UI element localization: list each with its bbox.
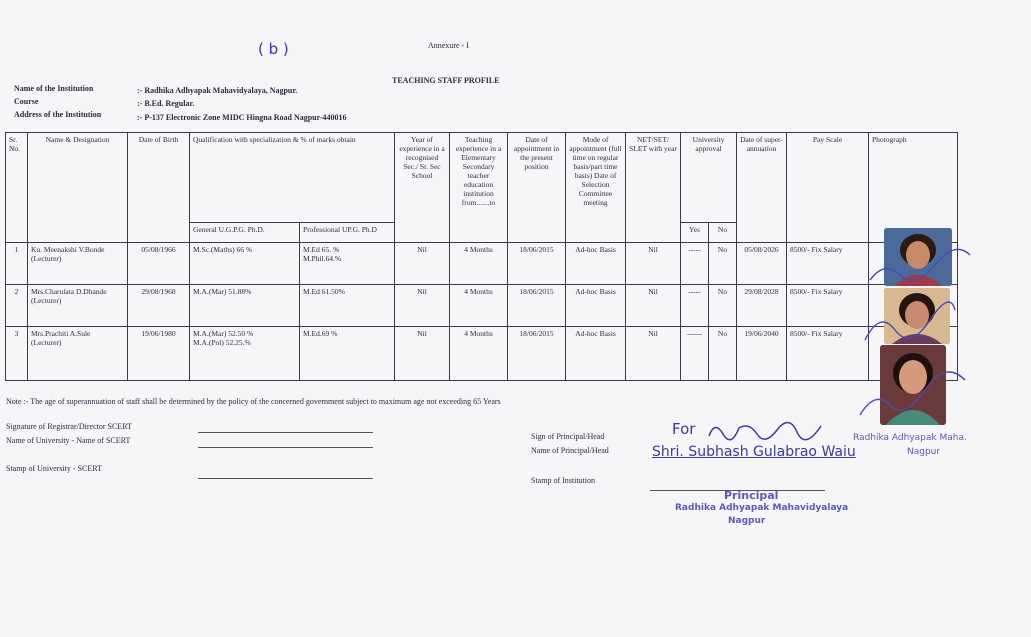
- cell-sr: 3: [6, 327, 28, 381]
- staff-designation: (Lecturer): [31, 254, 62, 263]
- signature-line: [198, 432, 373, 433]
- cell-yes: -----: [681, 285, 709, 327]
- header-label: Course: [14, 97, 39, 106]
- header-superannuation: Date of super-annuation: [737, 133, 787, 243]
- cell-professional: [300, 285, 395, 327]
- cell-yes: ------: [681, 327, 709, 381]
- cell-dob: 29/08/1968: [128, 285, 190, 327]
- professional-qualification: M.Ed.69 %: [303, 329, 338, 338]
- cell-appointment-date: 18/06/2015: [508, 327, 566, 381]
- cell-pay: 8500/- Fix Salary: [787, 243, 869, 285]
- header-sr: Sr. No.: [6, 133, 28, 243]
- cell-appointment-date: 18/06/2015: [508, 243, 566, 285]
- staff-profile-table: [5, 132, 958, 381]
- cell-name: [28, 285, 128, 327]
- header-professional: Professional UP.G. Ph.D: [300, 223, 395, 243]
- superannuation-note: Note :- The age of superannuation of staff shall be determined by the policy of the concerned government subject to maximum age not exceeding 65 Years: [6, 397, 501, 406]
- handwritten-mark: ( b ): [258, 40, 289, 58]
- table-row: [6, 327, 958, 381]
- staff-name: Mrs.Charulata D.Dhande: [31, 287, 107, 296]
- cell-mode: Ad-hoc Basis: [566, 285, 626, 327]
- cell-experience: Nil: [395, 327, 450, 381]
- signature-line: [198, 478, 373, 479]
- header-no: No: [709, 223, 737, 243]
- general-qualification-2: M.A.(Pol) 52.25.%: [193, 338, 251, 347]
- cell-dob: 05/08/1966: [128, 243, 190, 285]
- header-net: NET/SET/ SLET with year: [626, 133, 681, 243]
- signature-scribbles: [855, 240, 975, 430]
- table-header-row: [6, 133, 958, 223]
- cell-net: Nil: [626, 285, 681, 327]
- principal-name-handwritten: Shri. Subhash Gulabrao Waiu: [652, 444, 856, 460]
- header-dob: Date of Birth: [128, 133, 190, 243]
- document-title: TEACHING STAFF PROFILE: [392, 76, 500, 85]
- cell-sr: 1: [6, 243, 28, 285]
- cell-mode: Ad-hoc Basis: [566, 327, 626, 381]
- cell-superannuation: 19/06/2040: [737, 327, 787, 381]
- principal-name-label: Name of Principal/Head: [531, 446, 609, 455]
- table-row: [6, 285, 958, 327]
- table-row: [6, 243, 958, 285]
- cell-sr: 2: [6, 285, 28, 327]
- side-stamp-institution: Radhika Adhyapak Maha.: [853, 433, 967, 443]
- professional-qualification-2: M.Phil.64.%: [303, 254, 342, 263]
- cell-name: [28, 243, 128, 285]
- general-qualification: M.Sc.(Maths) 66 %: [193, 245, 253, 254]
- cell-general: [190, 285, 300, 327]
- professional-qualification: M.Ed 65. %: [303, 245, 340, 254]
- staff-designation: (Lecturer): [31, 338, 62, 347]
- cell-appointment-date: 18/06/2015: [508, 285, 566, 327]
- cell-professional: [300, 243, 395, 285]
- header-photograph: Photograph: [869, 133, 958, 243]
- header-mode: Mode of appointment (full time on regular basis/part time basis) Date of Selection Committee meeting: [566, 133, 626, 243]
- general-qualification: M.A.(Mar) 52.50 %: [193, 329, 254, 338]
- staff-name: Ku. Meenakshi V.Bonde: [31, 245, 105, 254]
- handwritten-for: For: [672, 420, 696, 438]
- staff-name: Mrs.Prachiti A.Sule: [31, 329, 91, 338]
- header-yes: Yes: [681, 223, 709, 243]
- cell-no: No: [709, 285, 737, 327]
- header-name: Name & Designation: [28, 133, 128, 243]
- side-stamp-city: Nagpur: [907, 447, 941, 457]
- registrar-signature-label: Signature of Registrar/Director SCERT: [6, 422, 132, 431]
- header-pay-scale: Pay Scale: [787, 133, 869, 243]
- header-value: :- P-137 Electronic Zone MIDC Hingna Road Nagpur-440016: [137, 113, 347, 122]
- cell-professional: [300, 327, 395, 381]
- cell-mode: Ad-hoc Basis: [566, 243, 626, 285]
- header-general: General U.G.P.G. Ph.D.: [190, 223, 300, 243]
- cell-dob: 19/06/1980: [128, 327, 190, 381]
- professional-qualification: M.Ed 61.50%: [303, 287, 345, 296]
- cell-superannuation: 29/08/2028: [737, 285, 787, 327]
- handwritten-signature: [705, 418, 825, 442]
- annexure-label: Annexure - I: [428, 41, 469, 50]
- header-experience: Year of experience in a recognised Sec./ Sr. Sec School: [395, 133, 450, 243]
- header-qualification: Qualification with specialization & % of marks obtain: [190, 133, 395, 223]
- university-name-label: Name of University - Name of SCERT: [6, 436, 131, 445]
- cell-experience: Nil: [395, 243, 450, 285]
- cell-experience: Nil: [395, 285, 450, 327]
- principal-stamp-city: Nagpur: [728, 516, 766, 526]
- header-label: Address of the Institution: [14, 110, 102, 119]
- cell-net: Nil: [626, 327, 681, 381]
- cell-teaching: 4 Months: [450, 285, 508, 327]
- cell-general: [190, 243, 300, 285]
- header-value: :- Radhika Adhyapak Mahavidyalaya, Nagpur.: [137, 86, 298, 95]
- cell-teaching: 4 Months: [450, 327, 508, 381]
- principal-stamp-title: Principal: [724, 489, 779, 502]
- header-label: Name of the Institution: [14, 84, 94, 93]
- header-university-approval: University approval: [681, 133, 737, 223]
- principal-stamp-institution: Radhika Adhyapak Mahavidyalaya: [675, 503, 849, 513]
- cell-yes: -----: [681, 243, 709, 285]
- principal-sign-label: Sign of Principal/Head: [531, 432, 605, 441]
- cell-general: [190, 327, 300, 381]
- cell-net: Nil: [626, 243, 681, 285]
- cell-no: No: [709, 327, 737, 381]
- header-value: :- B.Ed. Regular.: [137, 99, 195, 108]
- cell-pay: 8500/- Fix Salary: [787, 327, 869, 381]
- institution-stamp-label: Stamp of Institution: [531, 476, 595, 485]
- general-qualification: M.A.(Mar) 51.88%: [193, 287, 252, 296]
- university-stamp-label: Stamp of University - SCERT: [6, 464, 102, 473]
- cell-name: [28, 327, 128, 381]
- staff-designation: (Lecturer): [31, 296, 62, 305]
- cell-pay: 8500/- Fix Salary: [787, 285, 869, 327]
- header-teaching: Teaching experience in a Elementary Secondary teacher education institution from.......to: [450, 133, 508, 243]
- cell-no: No: [709, 243, 737, 285]
- signature-line: [198, 447, 373, 448]
- cell-superannuation: 05/08/2026: [737, 243, 787, 285]
- header-appointment-date: Date of appointment in the present position: [508, 133, 566, 243]
- cell-teaching: 4 Months: [450, 243, 508, 285]
